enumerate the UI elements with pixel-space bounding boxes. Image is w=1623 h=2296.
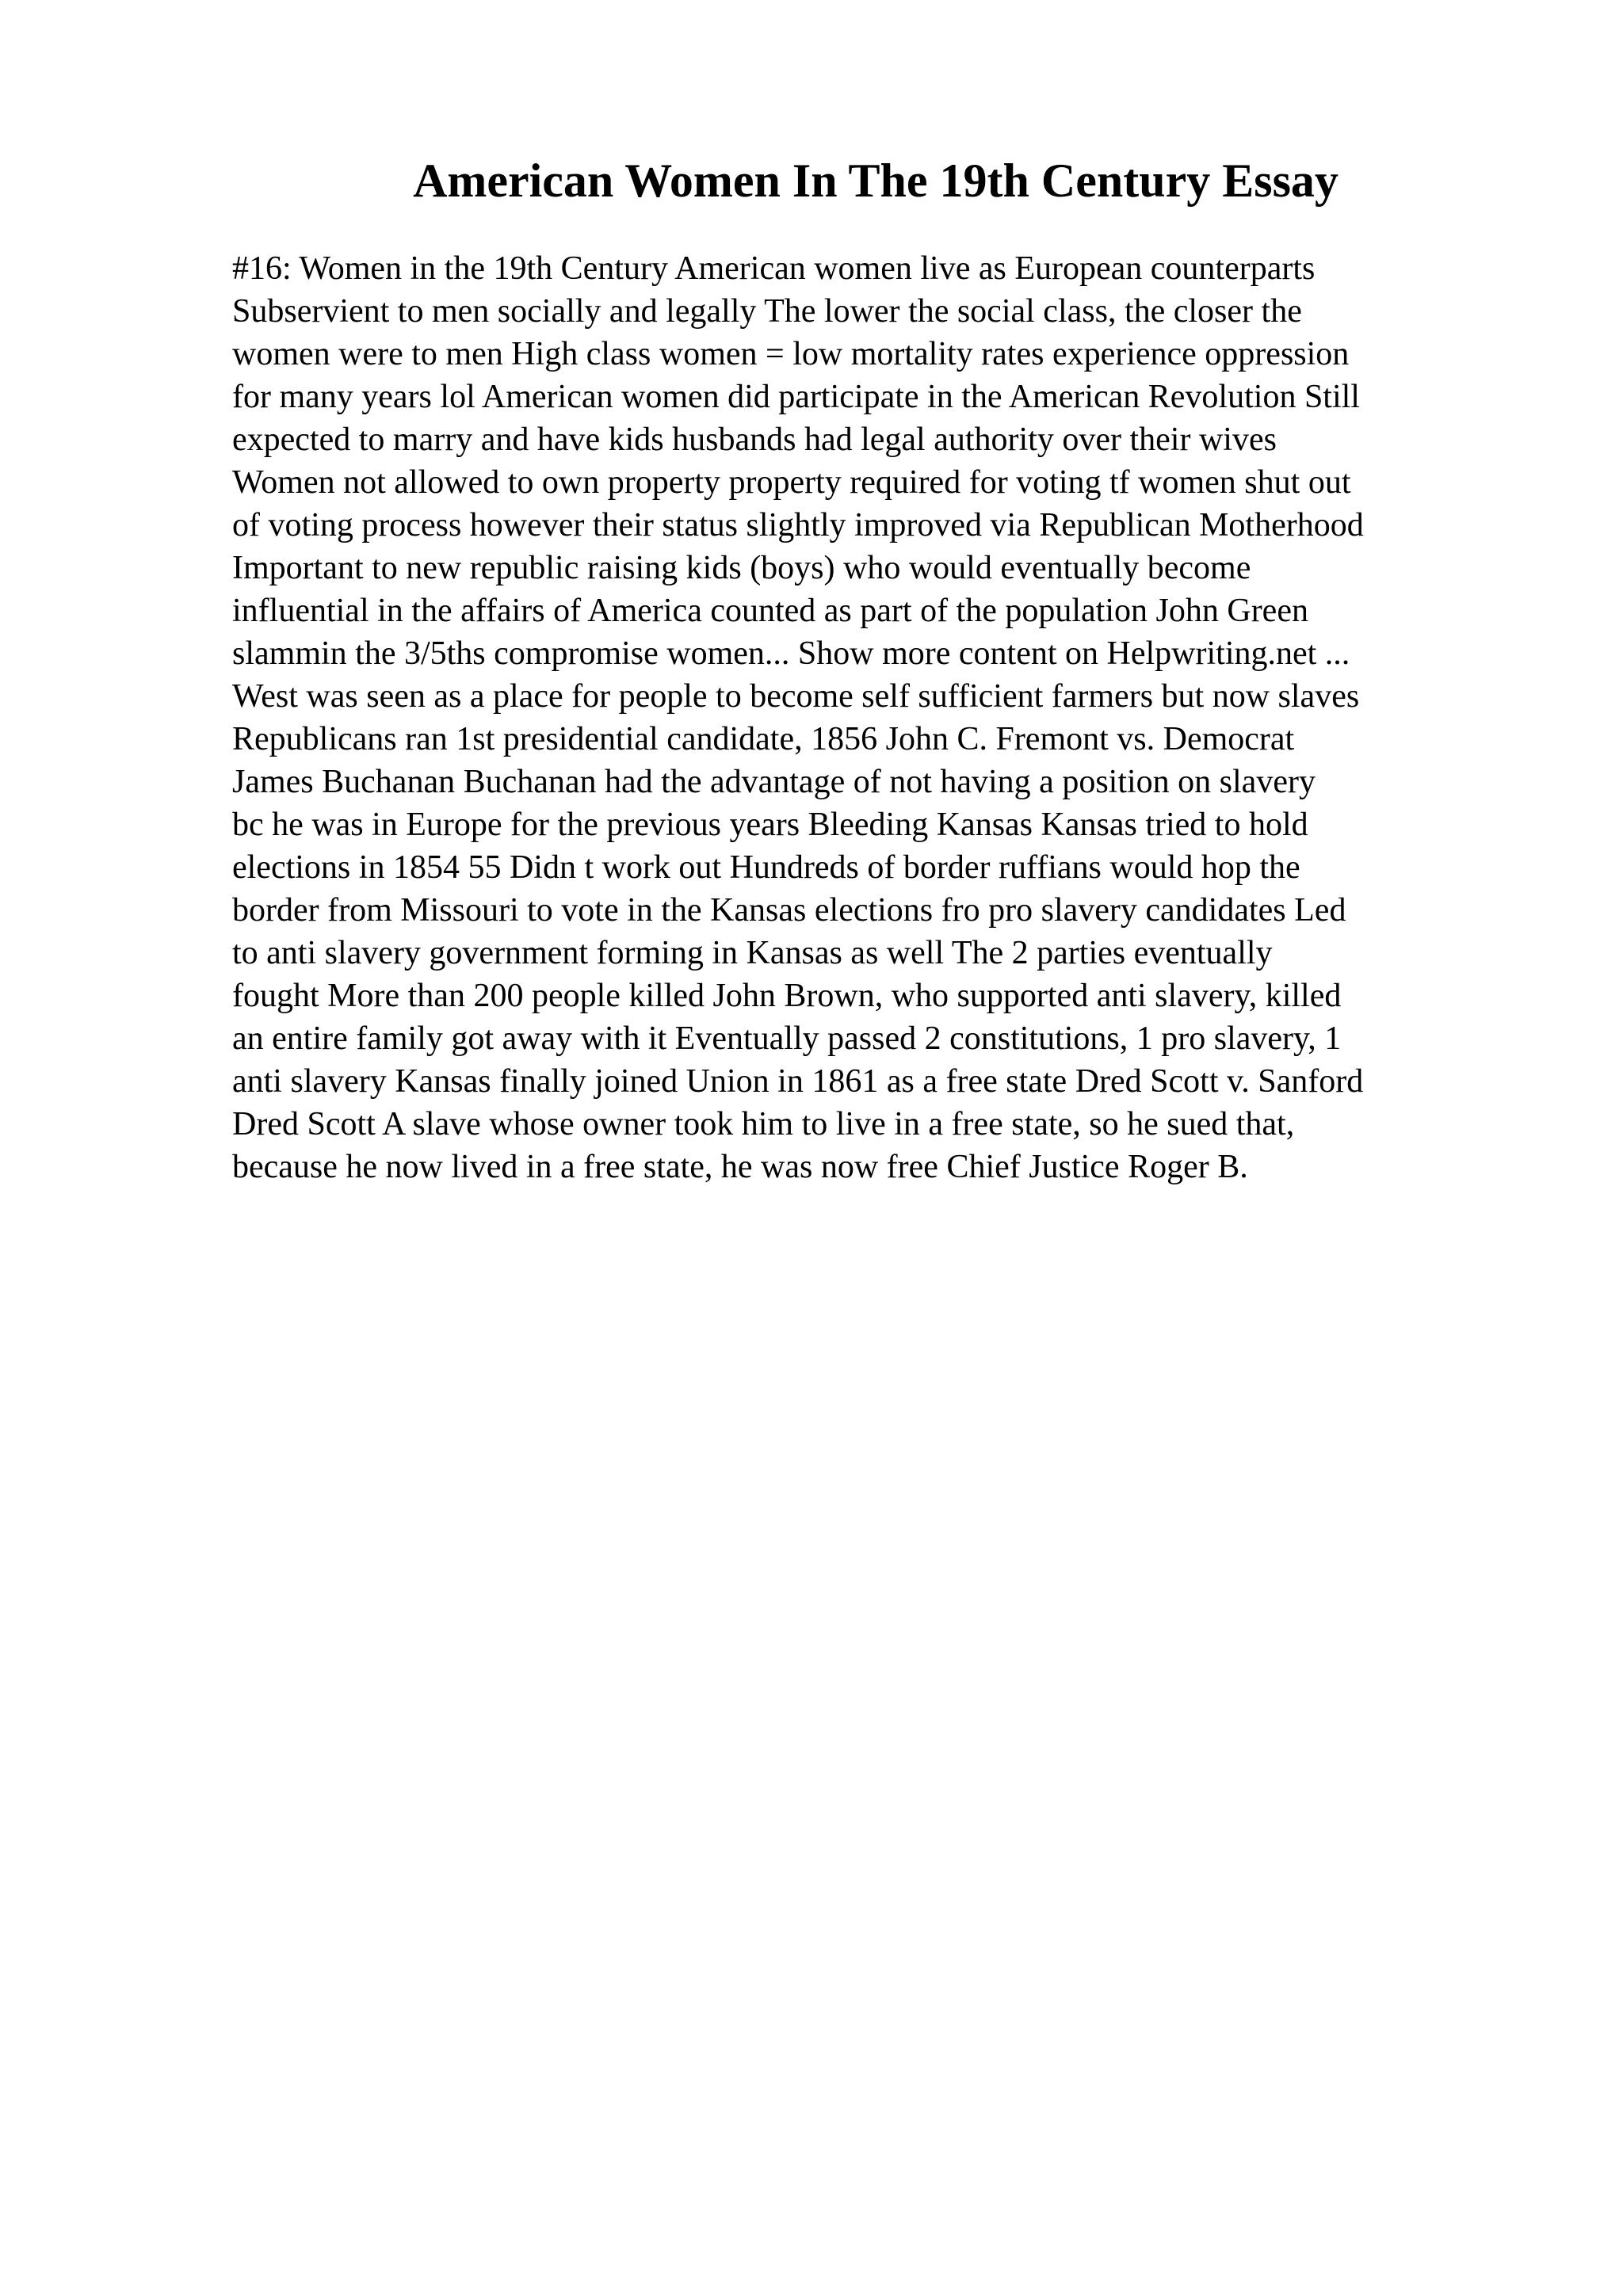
- body-line: because he now lived in a free state, he was now free Chief Justice Roger B.: [232, 1149, 1248, 1185]
- body-line: James Buchanan Buchanan had the advantage of not having a position on slavery: [232, 764, 1316, 800]
- body-line: border from Missouri to vote in the Kansas elections fro pro slavery candidates Led: [232, 892, 1346, 929]
- body-line: expected to marry and have kids husbands had legal authority over their wives: [232, 421, 1277, 458]
- body-line: Subservient to men socially and legally The lower the social class, the closer the: [232, 293, 1302, 330]
- body-line: influential in the affairs of America counted as part of the population John Green: [232, 593, 1308, 629]
- body-line: an entire family got away with it Eventually passed 2 constitutions, 1 pro slavery, 1: [232, 1020, 1342, 1057]
- body-line: for many years lol American women did participate in the American Revolution Still: [232, 379, 1360, 415]
- body-line: anti slavery Kansas finally joined Union in 1861 as a free state Dred Scott v. Sanford: [232, 1063, 1364, 1100]
- body-line: Important to new republic raising kids (boys) who would eventually become: [232, 550, 1251, 586]
- body-line: Women not allowed to own property property required for voting tf women shut out: [232, 464, 1351, 501]
- body-line: Republicans ran 1st presidential candidate, 1856 John C. Fremont vs. Democrat: [232, 721, 1295, 757]
- body-line: West was seen as a place for people to become self sufficient farmers but now slaves: [232, 678, 1360, 715]
- body-line: fought More than 200 people killed John Brown, who supported anti slavery, killed: [232, 978, 1342, 1014]
- body-line: slammin the 3/5ths compromise women... Show more content on Helpwriting.net ...: [232, 635, 1350, 672]
- document-body: [232, 247, 1532, 1188]
- body-line: bc he was in Europe for the previous years Bleeding Kansas Kansas tried to hold: [232, 807, 1308, 843]
- body-line: Dred Scott A slave whose owner took him to live in a free state, so he sued that,: [232, 1106, 1295, 1142]
- body-line: elections in 1854 55 Didn t work out Hundreds of border ruffians would hop the: [232, 849, 1300, 886]
- body-line: women were to men High class women = low mortality rates experience oppression: [232, 336, 1350, 372]
- body-line: to anti slavery government forming in Kansas as well The 2 parties eventually: [232, 935, 1273, 971]
- body-line: of voting process however their status slightly improved via Republican Motherhood: [232, 507, 1364, 543]
- document-title: American Women In The 19th Century Essay: [413, 154, 1338, 207]
- body-line: #16: Women in the 19th Century American women live as European counterparts: [232, 250, 1316, 287]
